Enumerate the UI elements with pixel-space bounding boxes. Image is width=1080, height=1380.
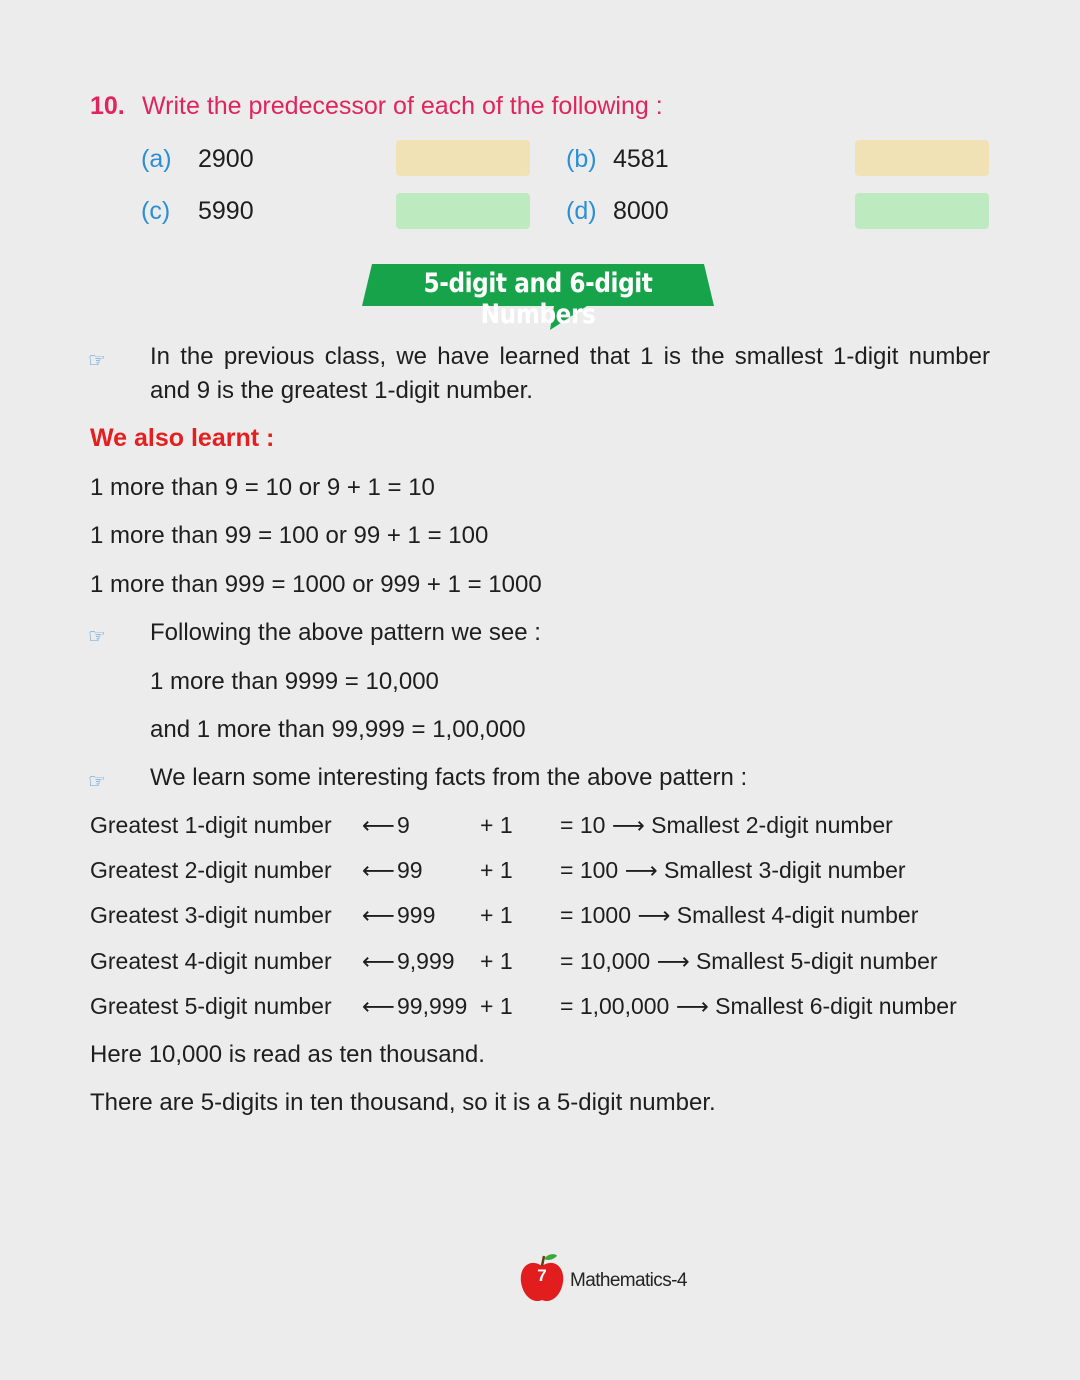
- arrow-left-icon: ⟵: [362, 902, 395, 928]
- also-learnt-heading: We also learnt :: [90, 424, 275, 452]
- question-number: 10.: [90, 92, 125, 120]
- fact-row: [90, 857, 1050, 891]
- fact-result: = 10,000: [560, 948, 651, 974]
- page-number: 7: [537, 1266, 547, 1285]
- arrow-left-icon: ⟵: [362, 948, 395, 974]
- pointing-hand-icon: ☞: [88, 626, 106, 648]
- fact-result: = 1000: [560, 902, 631, 928]
- arrow-right-icon: ⟶: [656, 948, 690, 974]
- option-value-b: 4581: [613, 145, 669, 173]
- fact-result: = 100: [560, 857, 619, 883]
- answer-box-c[interactable]: [396, 193, 530, 229]
- fact-smallest: Smallest 3-digit number: [663, 857, 906, 883]
- fact-smallest: Smallest 5-digit number: [695, 948, 938, 974]
- option-letter-a: (a): [141, 145, 172, 173]
- book-title: Mathematics-4: [570, 1270, 687, 1291]
- fact-label: Greatest 1-digit number: [90, 812, 332, 838]
- option-letter-d: (d): [566, 197, 597, 225]
- fact-smallest: Smallest 2-digit number: [651, 812, 893, 838]
- closing-line-2: There are 5-digits in ten thousand, so it is a 5-digit number.: [90, 1089, 716, 1116]
- fact-number: 99,999: [397, 993, 468, 1019]
- arrow-right-icon: ⟶: [675, 993, 709, 1019]
- arrow-right-icon: ⟶: [624, 857, 658, 883]
- arrow-left-icon: ⟵: [362, 857, 395, 883]
- fact-label: Greatest 3-digit number: [90, 902, 332, 928]
- pointing-hand-icon: ☞: [88, 350, 106, 372]
- fact-row: [90, 993, 1050, 1027]
- arrow-left-icon: ⟵: [362, 993, 395, 1019]
- pattern-intro: Following the above pattern we see :: [150, 619, 541, 646]
- fact-number: 99: [397, 857, 423, 883]
- closing-line-1: Here 10,000 is read as ten thousand.: [90, 1041, 485, 1068]
- option-letter-b: (b): [566, 145, 597, 173]
- fact-result: = 10: [560, 812, 606, 838]
- learnt-line-1: 1 more than 9 = 10 or 9 + 1 = 10: [90, 474, 435, 501]
- pattern-line-2: and 1 more than 99,999 = 1,00,000: [150, 716, 526, 743]
- arrow-right-icon: ⟶: [637, 902, 671, 928]
- fact-label: Greatest 5-digit number: [90, 993, 332, 1019]
- fact-row: [90, 812, 1050, 846]
- option-value-a: 2900: [198, 145, 254, 173]
- option-letter-c: (c): [141, 197, 171, 225]
- fact-result-group: [560, 948, 938, 975]
- learnt-line-2: 1 more than 99 = 100 or 99 + 1 = 100: [90, 522, 489, 549]
- answer-box-a[interactable]: [396, 140, 530, 176]
- section-banner: [362, 264, 714, 332]
- question-text: Write the predecessor of each of the following :: [142, 92, 663, 120]
- section-title: 5-digit and 6-digit Numbers: [423, 268, 653, 330]
- arrow-right-icon: ⟶: [611, 812, 645, 838]
- option-value-d: 8000: [613, 197, 669, 225]
- learnt-line-3: 1 more than 999 = 1000 or 999 + 1 = 1000: [90, 571, 542, 598]
- fact-result-group: [560, 993, 957, 1020]
- fact-result-group: [560, 857, 906, 884]
- apple-icon: [519, 1252, 565, 1304]
- fact-plus: + 1: [480, 902, 513, 928]
- fact-plus: + 1: [480, 857, 513, 883]
- fact-label: Greatest 4-digit number: [90, 948, 332, 974]
- fact-row: [90, 902, 1050, 936]
- option-value-c: 5990: [198, 197, 254, 225]
- fact-result-group: [560, 812, 893, 839]
- fact-result: = 1,00,000: [560, 993, 670, 1019]
- fact-number: 9,999: [397, 948, 455, 974]
- fact-plus: + 1: [480, 993, 513, 1019]
- fact-plus: + 1: [480, 948, 513, 974]
- intro-paragraph: In the previous class, we have learned that 1 is the smallest 1-digit number and 9 is the greatest 1-digit number.: [150, 343, 990, 404]
- fact-smallest: Smallest 4-digit number: [676, 902, 919, 928]
- fact-result-group: [560, 902, 918, 929]
- fact-number: 999: [397, 902, 436, 928]
- pattern-line-1: 1 more than 9999 = 10,000: [150, 668, 439, 695]
- facts-intro: We learn some interesting facts from the above pattern :: [150, 764, 748, 791]
- fact-plus: + 1: [480, 812, 513, 838]
- fact-row: [90, 948, 1050, 982]
- answer-box-b[interactable]: [855, 140, 989, 176]
- pointing-hand-icon: ☞: [88, 771, 106, 793]
- fact-label: Greatest 2-digit number: [90, 857, 332, 883]
- answer-box-d[interactable]: [855, 193, 989, 229]
- fact-number: 9: [397, 812, 410, 838]
- arrow-left-icon: ⟵: [362, 812, 395, 838]
- fact-smallest: Smallest 6-digit number: [715, 993, 957, 1019]
